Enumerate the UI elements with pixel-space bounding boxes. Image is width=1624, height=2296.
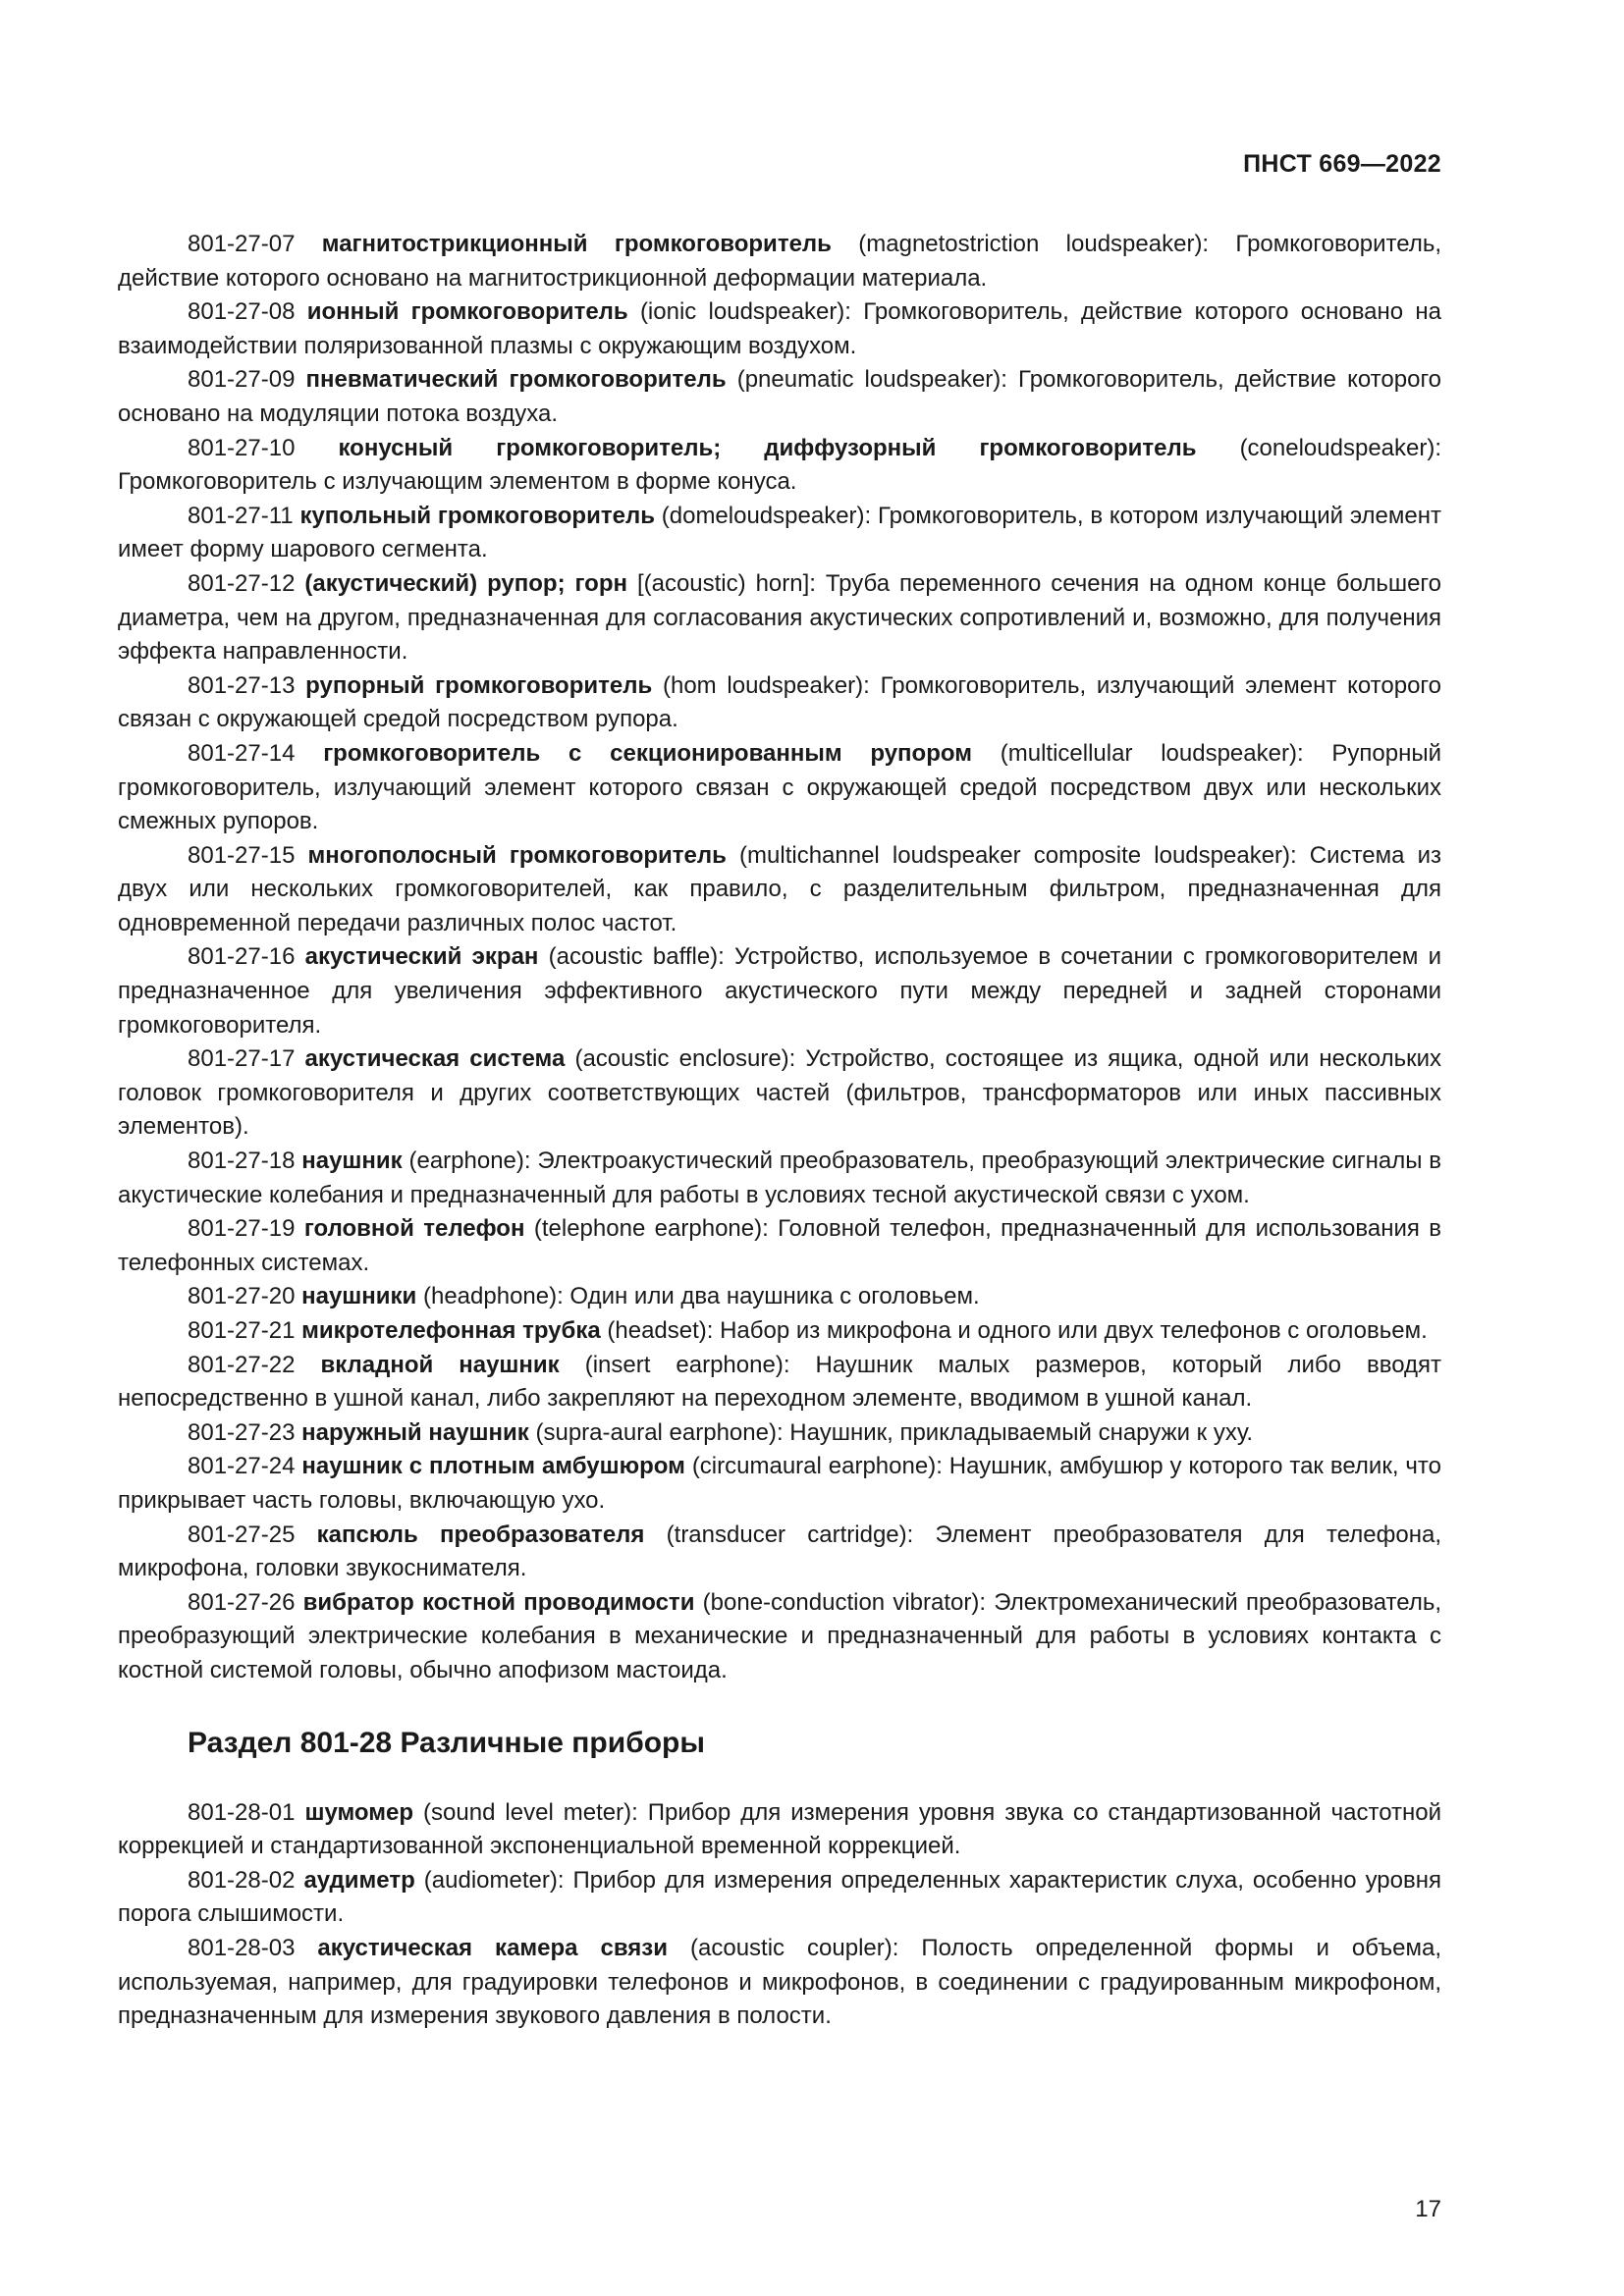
term-entry: [118, 1796, 1441, 1864]
term-entry: [118, 1450, 1441, 1518]
term-definition: (domeloudspeaker): Громкоговоритель, в котором излучающий элемент имеет форму шарового сегмента.: [118, 502, 1442, 563]
term-definition: (headset): Набор из микрофона и одного или двух телефонов с оголовьем.: [607, 1317, 1428, 1344]
term-name: капсюль преобразователя: [316, 1521, 645, 1548]
term-name: (акустический) рупор; горн: [304, 569, 627, 597]
term-name: магнитострикционный громкоговоритель: [321, 231, 832, 257]
term-entry: [118, 567, 1441, 669]
term-name: головной телефон: [303, 1215, 525, 1243]
term-number: 801-27-25: [188, 1521, 296, 1548]
term-name: микротелефонная трубка: [301, 1317, 601, 1344]
term-entry: [118, 363, 1441, 431]
section-heading: Раздел 801-28 Различные приборы: [188, 1726, 705, 1759]
term-definition: (acoustic baffle): Устройство, используемое в сочетании с громкоговорителем и предназначенное для увеличения эффективного акустического пути между передней и задней сторонами громкоговорителя.: [118, 943, 1442, 1039]
term-name: рупорный громкоговоритель: [305, 671, 653, 699]
term-entry: [118, 1586, 1441, 1688]
term-number: 801-27-24: [188, 1453, 296, 1480]
term-entry: [118, 1145, 1441, 1212]
term-definition: (multicellular loudspeaker): Рупорный громкоговоритель, излучающий элемент которого связан с окружающей средой посредством двух или нескольких смежных рупоров.: [118, 739, 1441, 835]
term-number: 801-27-19: [188, 1215, 296, 1243]
term-number: 801-28-02: [188, 1866, 296, 1894]
term-definition: (hom loudspeaker): Громкоговоритель, излучающий элемент которого связан с окружающей средой посредством рупора.: [118, 671, 1442, 733]
term-name: акустический экран: [304, 943, 539, 971]
term-number: 801-27-15: [188, 841, 296, 869]
term-name: громкоговоритель с секционированным рупором: [323, 739, 972, 767]
term-entry: [118, 839, 1441, 941]
term-entry: [118, 1932, 1441, 2034]
entry-list-section-28: [118, 1796, 1441, 2034]
term-number: 801-27-13: [188, 671, 296, 699]
term-entry: [118, 1416, 1441, 1451]
term-definition: [(acoustic) horn]: Труба переменного сечения на одном конце большего диаметра, чем на другом, предназначенная для согласования акустических сопротивлений и, возможно, для получения эффекта направленности.: [118, 569, 1441, 666]
term-number: 801-27-23: [188, 1418, 296, 1446]
term-name: конусный громкоговоритель; диффузорный громкоговоритель: [338, 434, 1197, 461]
term-entry: [118, 940, 1441, 1042]
term-number: 801-27-16: [188, 943, 296, 971]
term-definition: (circumaural earphone): Наушник, амбушюр у которого так велик, что прикрывает часть головы, включающую ухо.: [118, 1453, 1441, 1514]
term-name: шумомер: [304, 1798, 414, 1826]
term-entry: [118, 1212, 1441, 1280]
term-entry: [118, 500, 1441, 567]
term-number: 801-27-07: [188, 231, 296, 257]
term-entry: [118, 228, 1441, 295]
term-entry: [118, 1519, 1441, 1586]
term-entry: [118, 295, 1441, 363]
term-name: аудиметр: [303, 1866, 415, 1894]
term-name: акустическая камера связи: [317, 1934, 668, 1961]
term-entry: [118, 1042, 1441, 1145]
term-number: 801-27-11: [188, 502, 294, 529]
term-definition: (acoustic coupler): Полость определенной формы и объема, используемая, например, для градуировки телефонов и микрофонов, в соединении с градуированным микрофоном, предназначенным для измерения звукового давления в полости.: [118, 1934, 1442, 2030]
term-number: 801-27-17: [188, 1045, 296, 1073]
term-definition: (transducer cartridge): Элемент преобразователя для телефона, микрофона, головки звукоснимателя.: [118, 1521, 1442, 1582]
term-name: купольный громкоговоритель: [299, 502, 655, 529]
term-name: наушники: [301, 1283, 417, 1310]
term-entry: [118, 432, 1441, 500]
term-name: ионный громкоговоритель: [306, 298, 628, 326]
term-name: наушник: [301, 1148, 403, 1175]
term-entry: [118, 669, 1441, 737]
term-definition: (acoustic enclosure): Устройство, состоящее из ящика, одной или нескольких головок громкоговорителя и других соответствующих частей (фильтров, трансформаторов или иных пассивных элементов).: [118, 1045, 1442, 1141]
document-body: [118, 228, 1441, 2034]
term-number: 801-27-14: [188, 739, 296, 767]
term-name: акустическая система: [304, 1045, 566, 1073]
term-definition: (magnetostriction loudspeaker): Громкоговоритель, действие которого основано на магнитострикционной деформации материала.: [118, 231, 1442, 292]
term-name: вибратор костной проводимости: [302, 1588, 695, 1616]
term-definition: (supra-aural earphone): Наушник, прикладываемый снаружи к уху.: [535, 1418, 1254, 1446]
term-definition: (ionic loudspeaker): Громкоговоритель, действие которого основано на взаимодействии поляризованной плазмы с окружающим воздухом.: [118, 298, 1441, 359]
term-number: 801-27-21: [188, 1317, 296, 1344]
term-number: 801-27-09: [188, 366, 296, 394]
term-definition: (headphone): Один или два наушника с оголовьем.: [422, 1283, 980, 1310]
term-number: 801-27-12: [188, 569, 296, 597]
term-number: 801-27-18: [188, 1148, 296, 1175]
term-number: 801-27-22: [188, 1351, 296, 1378]
term-definition: (telephone earphone): Головной телефон, предназначенный для использования в телефонных системах.: [118, 1215, 1442, 1276]
term-definition: (bone-conduction vibrator): Электромеханический преобразователь, преобразующий электрические колебания в механические и предназначенный для работы в условиях контакта с костной системой головы, обычно апофизом мастоида.: [118, 1588, 1441, 1683]
term-number: 801-27-26: [188, 1588, 296, 1616]
term-entry: [118, 1314, 1441, 1349]
term-number: 801-28-01: [188, 1798, 296, 1826]
term-number: 801-27-08: [188, 298, 296, 326]
term-definition: (multichannel loudspeaker composite loudspeaker): Система из двух или нескольких громкоговорителей, как правило, с разделительным фильтром, предназначенная для одновременной передачи различных полос частот.: [118, 841, 1441, 936]
term-entry: [118, 1349, 1441, 1416]
document-id: ПНСТ 669—2022: [1243, 150, 1441, 178]
term-entry: [118, 737, 1441, 839]
term-entry: [118, 1864, 1441, 1932]
term-number: 801-27-10: [188, 434, 296, 461]
term-number: 801-28-03: [188, 1934, 296, 1961]
term-definition: (audiometer): Прибор для измерения определенных характеристик слуха, особенно уровня порога слышимости.: [118, 1866, 1442, 1928]
term-name: наушник с плотным амбушюром: [301, 1453, 685, 1480]
term-entry: [118, 1280, 1441, 1314]
term-definition: (coneloudspeaker): Громкоговоритель с излучающим элементом в форме конуса.: [118, 434, 1442, 496]
term-definition: (sound level meter): Прибор для измерения уровня звука со стандартизованной частотной коррекцией и стандартизованной экспоненциальной временной коррекцией.: [118, 1798, 1442, 1860]
term-name: многополосный громкоговоритель: [307, 841, 727, 869]
term-definition: (insert earphone): Наушник малых размеров, который либо вводят непосредственно в ушной канал, либо закрепляют на переходном элементе, вводимом в ушной канал.: [118, 1351, 1442, 1413]
term-definition: (pneumatic loudspeaker): Громкоговоритель, действие которого основано на модуляции потока воздуха.: [118, 366, 1442, 427]
term-definition: (earphone): Электроакустический преобразователь, преобразующий электрические сигналы в акустические колебания и предназначенный для работы в условиях тесной акустической связи с ухом.: [118, 1148, 1441, 1208]
page-number: 17: [1415, 2196, 1441, 2222]
term-name: пневматический громкоговоритель: [305, 366, 727, 394]
term-name: наружный наушник: [301, 1418, 529, 1446]
entry-list-section-27: [118, 228, 1441, 1688]
term-number: 801-27-20: [188, 1283, 296, 1310]
term-name: вкладной наушник: [320, 1351, 560, 1378]
